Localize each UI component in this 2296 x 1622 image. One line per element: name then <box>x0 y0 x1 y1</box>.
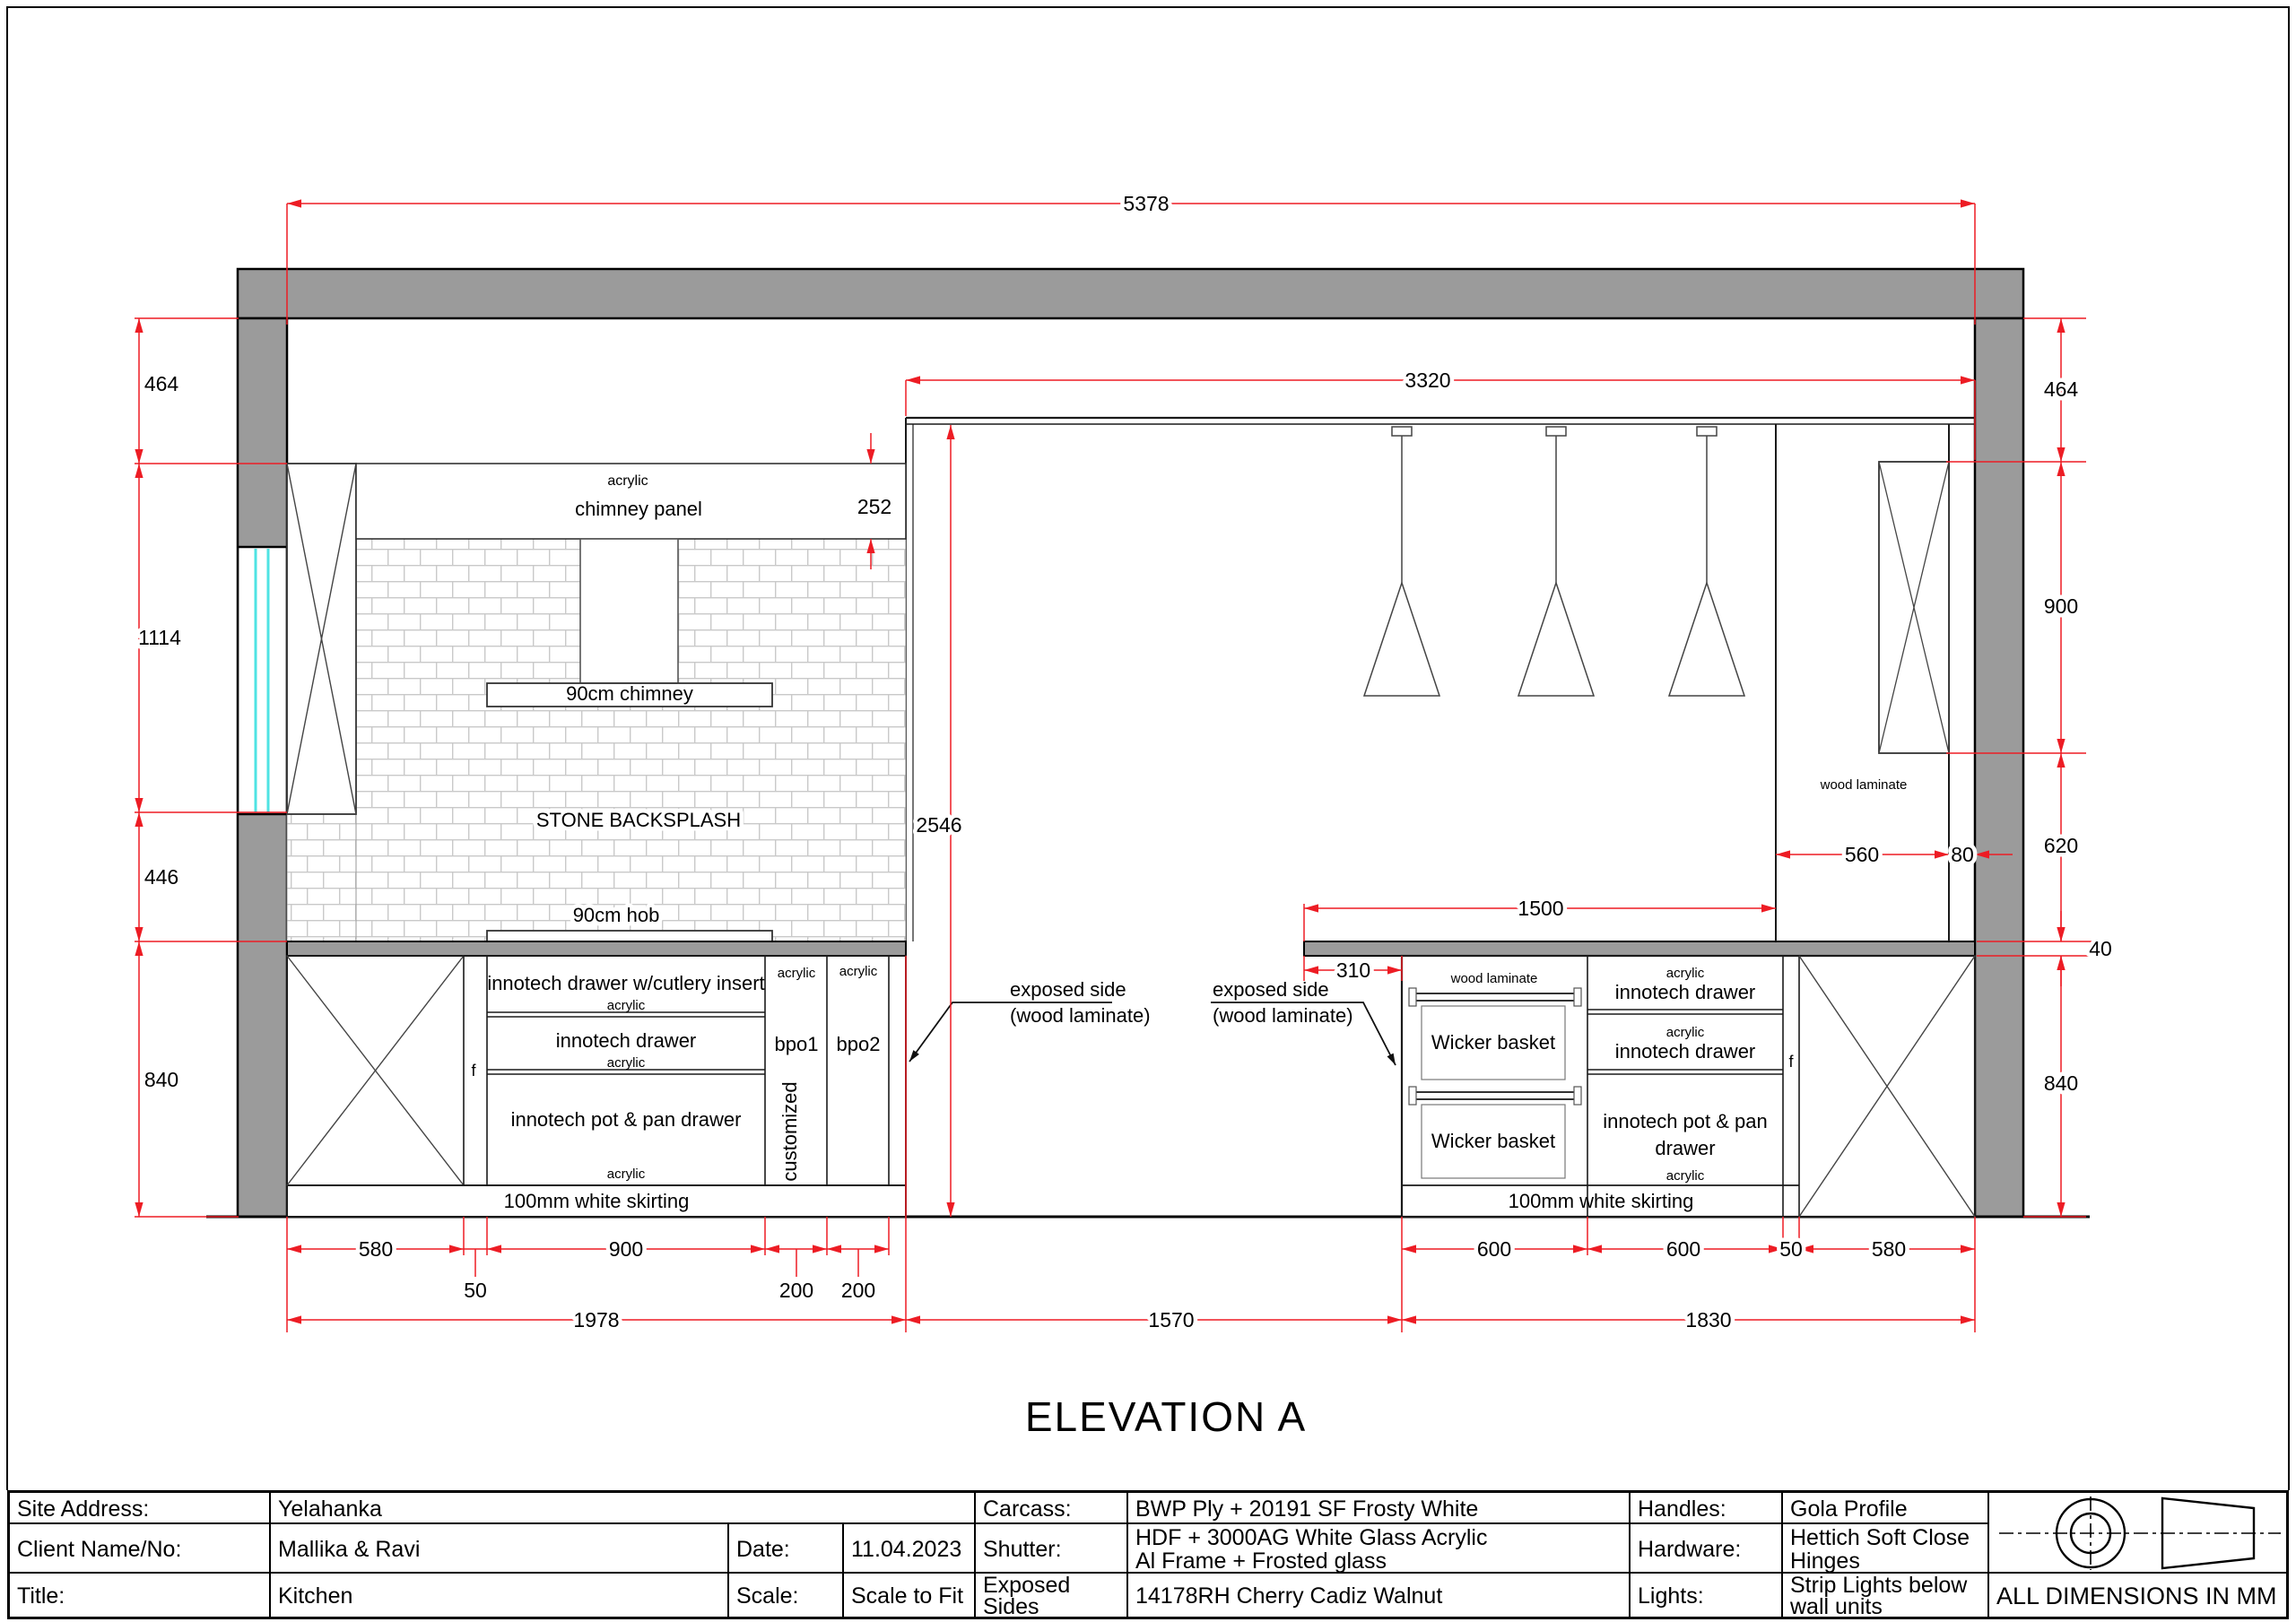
dim-below-drop-height: 2546 <box>916 813 962 837</box>
client-label-cell <box>10 1524 271 1574</box>
shutter-value-line2: Al Frame + Frosted glass <box>1135 1548 1387 1574</box>
dim-left-446: 446 <box>144 865 179 889</box>
lights-value-line1: Strip Lights below <box>1790 1574 1968 1598</box>
filler-label: f <box>471 1062 476 1080</box>
dim-left-464: 464 <box>144 372 179 395</box>
carcass-label-cell <box>976 1493 1128 1524</box>
date-label-cell <box>729 1524 844 1574</box>
site-address-value: Yelahanka <box>278 1496 382 1522</box>
tall-x-panel <box>287 464 356 814</box>
title-value-cell <box>271 1574 729 1617</box>
dim-left-840: 840 <box>144 1068 179 1091</box>
date-value: 11.04.2023 <box>851 1536 962 1562</box>
left-base-cabinets <box>287 941 906 1217</box>
lights-label-cell <box>1631 1574 1783 1617</box>
dim-row1-580r: 580 <box>1871 1237 1907 1261</box>
dim-row1-50: 50 <box>464 1279 487 1302</box>
island-filler-label: f <box>1788 1053 1794 1071</box>
scale-value-cell <box>844 1574 976 1617</box>
shutter-label: Shutter: <box>983 1536 1062 1562</box>
ceiling-beam <box>238 269 2023 318</box>
dim-row1-200a: 200 <box>778 1279 814 1302</box>
hardware-label-cell <box>1631 1524 1783 1574</box>
drawer1-material: acrylic <box>606 998 646 1013</box>
drawer2-material: acrylic <box>606 1055 646 1071</box>
dim-chimney-panel-height: 252 <box>857 495 892 518</box>
stone-backsplash <box>287 814 356 941</box>
dim-drop-width: 3320 <box>1405 369 1451 392</box>
exposed-sides-value-cell <box>1128 1574 1631 1617</box>
lights-value-cell <box>1783 1574 1989 1617</box>
exposed-sides-value: 14178RH Cherry Cadiz Walnut <box>1135 1583 1443 1609</box>
exposed-side-left-line1: exposed side <box>1010 978 1126 1001</box>
pendant-light <box>1364 427 1439 696</box>
exposed-sides-label-line1: Exposed <box>983 1574 1071 1598</box>
dim-right-900: 900 <box>2043 594 2079 618</box>
left-run-upper <box>287 464 906 941</box>
window <box>238 547 287 814</box>
client-value-cell <box>271 1524 729 1574</box>
handles-value-cell <box>1783 1493 1989 1524</box>
chimney-panel-material: acrylic <box>607 473 648 489</box>
dimensions-note: ALL DIMENSIONS IN MM <box>1996 1583 2277 1609</box>
dim-counter-overhang: 310 <box>1335 958 1371 982</box>
drawer1-label: innotech drawer w/cutlery insert <box>487 972 765 994</box>
dim-right-840: 840 <box>2043 1071 2079 1095</box>
pendant-light <box>1518 427 1594 696</box>
date-label: Date: <box>736 1536 790 1562</box>
wall-cabinet-x-panel <box>1879 462 1949 753</box>
dim-row1-200b: 200 <box>840 1279 876 1302</box>
backsplash-label: STONE BACKSPLASH <box>535 809 742 831</box>
drawer2-label: innotech drawer <box>555 1029 697 1052</box>
lights-label: Lights: <box>1638 1583 1704 1609</box>
dim-tall-unit-width: 560 <box>1844 843 1880 866</box>
projection-symbol-icon <box>1992 1495 2288 1572</box>
island-countertop <box>1304 941 1975 956</box>
handles-label-cell <box>1631 1493 1783 1524</box>
scale-label-cell <box>729 1574 844 1617</box>
projection-symbol-cell <box>1989 1493 2289 1574</box>
tall-unit-material: wood laminate <box>1820 777 1908 793</box>
island-potpan-line2: drawer <box>1655 1137 1716 1159</box>
title-block <box>7 1490 2289 1619</box>
site-address-value-cell <box>271 1493 976 1524</box>
lights-value-line2: wall units <box>1790 1594 1883 1617</box>
dim-right-464: 464 <box>2043 377 2079 401</box>
wicker-basket-label: Wicker basket <box>1431 1130 1556 1152</box>
hardware-value-cell <box>1783 1524 1989 1574</box>
island-drawer1-material: acrylic <box>1665 966 1705 981</box>
hardware-value-line1: Hettich Soft Close <box>1790 1524 1970 1550</box>
dim-left-1114: 1114 <box>138 626 181 649</box>
exposed-side-left-line2: (wood laminate) <box>1010 1004 1151 1027</box>
carcass-value: BWP Ply + 20191 SF Frosty White <box>1135 1496 1479 1522</box>
island-drawer1-label: innotech drawer <box>1614 981 1756 1003</box>
island-skirting-label: 100mm white skirting <box>1508 1190 1694 1212</box>
hardware-value-line2: Hinges <box>1790 1548 1860 1574</box>
pendant-light <box>1669 427 1744 696</box>
dim-row1-900: 900 <box>608 1237 644 1261</box>
dim-row2-1978: 1978 <box>573 1308 620 1331</box>
hob <box>487 931 772 941</box>
chimney-panel-label: chimney panel <box>575 498 702 520</box>
dim-wall-gap: 80 <box>1951 843 1974 866</box>
client-label: Client Name/No: <box>17 1536 182 1562</box>
dimensions-note-cell <box>1989 1574 2289 1617</box>
drawer3-material: acrylic <box>606 1167 646 1182</box>
client-value: Mallika & Ravi <box>278 1536 421 1562</box>
island <box>1304 941 1975 1217</box>
hob-label: 90cm hob <box>572 904 660 926</box>
island-drawer2-label: innotech drawer <box>1614 1040 1756 1063</box>
island-drawer2-material: acrylic <box>1665 1025 1705 1040</box>
site-address-label-cell <box>10 1493 271 1524</box>
bpo1-material: acrylic <box>777 966 816 981</box>
site-address-label: Site Address: <box>17 1496 150 1522</box>
exposed-side-right-line1: exposed side <box>1213 978 1329 1001</box>
dim-right-40: 40 <box>2089 937 2112 960</box>
dim-row1-600a: 600 <box>1476 1237 1512 1261</box>
dim-island-counter-width: 1500 <box>1518 897 1564 920</box>
wicker-basket-label: Wicker basket <box>1431 1031 1556 1054</box>
dim-row1-580: 580 <box>358 1237 394 1261</box>
title-value: Kitchen <box>278 1583 353 1609</box>
shutter-value-cell <box>1128 1524 1631 1574</box>
dim-row2-1570: 1570 <box>1148 1308 1195 1331</box>
wicker-unit-material: wood laminate <box>1450 971 1538 986</box>
left-countertop <box>287 941 906 956</box>
carcass-label: Carcass: <box>983 1496 1072 1522</box>
dim-row1-600b: 600 <box>1665 1237 1701 1261</box>
bpo2-label: bpo2 <box>836 1033 881 1055</box>
handles-label: Handles: <box>1638 1496 1726 1522</box>
exposed-side-right-line2: (wood laminate) <box>1213 1004 1353 1027</box>
bpo1-label: bpo1 <box>774 1033 819 1055</box>
dim-row1-50r: 50 <box>1779 1237 1803 1261</box>
dim-overall-width: 5378 <box>1123 192 1170 215</box>
title-label: Title: <box>17 1583 65 1609</box>
right-wall <box>1975 318 2023 1217</box>
pendant-lights <box>1364 427 1744 696</box>
customized-label: customized <box>778 1081 801 1182</box>
date-value-cell <box>844 1524 976 1574</box>
elevation-title: ELEVATION A <box>1024 1393 1308 1440</box>
dim-right-620: 620 <box>2043 834 2079 857</box>
hardware-label: Hardware: <box>1638 1536 1742 1562</box>
exposed-sides-label-cell <box>976 1574 1128 1617</box>
chimney-duct <box>580 539 678 683</box>
bpo2-material: acrylic <box>839 964 878 979</box>
chimney-label: 90cm chimney <box>566 682 693 705</box>
handles-value: Gola Profile <box>1790 1496 1908 1522</box>
island-potpan-line1: innotech pot & pan <box>1603 1110 1768 1132</box>
drawer3-label: innotech pot & pan drawer <box>510 1108 742 1131</box>
scale-label: Scale: <box>736 1583 799 1609</box>
title-label-cell <box>10 1574 271 1617</box>
scale-value: Scale to Fit <box>851 1583 964 1609</box>
carcass-value-cell <box>1128 1493 1631 1524</box>
shutter-value-line1: HDF + 3000AG White Glass Acrylic <box>1135 1524 1488 1550</box>
exposed-sides-label-line2: Sides <box>983 1594 1039 1617</box>
dim-row2-1830: 1830 <box>1685 1308 1732 1331</box>
shutter-label-cell <box>976 1524 1128 1574</box>
skirting-label: 100mm white skirting <box>503 1190 690 1212</box>
island-potpan-material: acrylic <box>1665 1168 1705 1184</box>
